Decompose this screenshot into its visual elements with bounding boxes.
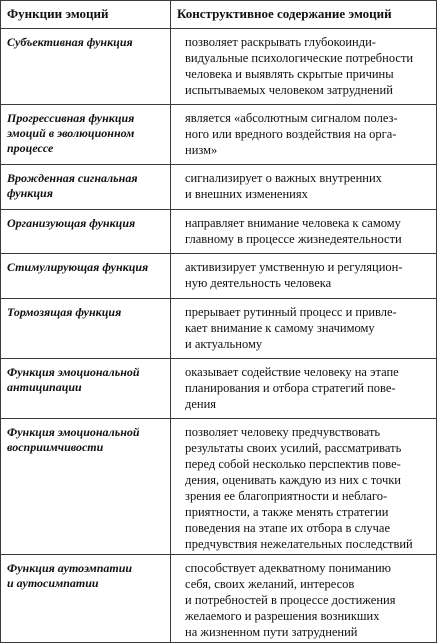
table-row (1, 210, 437, 254)
function-name-cell (1, 29, 171, 105)
description-line: направляет внимание человека к самому (185, 216, 401, 230)
table-header-row (1, 1, 437, 29)
table-row (1, 359, 437, 419)
table-row (1, 419, 437, 555)
function-name-cell (1, 555, 171, 643)
function-name-line: Врожденная сигнальная (7, 171, 138, 185)
table-row (1, 105, 437, 165)
description-line: дения (185, 397, 217, 411)
function-name-line: функция (7, 186, 53, 200)
description-line: сигнализирует о важных внутренних (185, 171, 382, 185)
function-description-cell (171, 165, 437, 210)
function-description-cell (171, 210, 437, 254)
description-line: и внешних изменениях (185, 187, 308, 201)
description-line: низм» (185, 143, 218, 157)
function-description-cell (171, 419, 437, 555)
description-line: зрения ее благоприятности и неблаго- (185, 489, 388, 503)
description-line: перед собой несколько перспектив пове- (185, 457, 401, 471)
function-name-line: Прогрессивная функция (7, 111, 135, 125)
function-name-line: процессе (7, 141, 54, 155)
function-name-line: Тормозящая функция (7, 305, 122, 319)
table-body (1, 29, 437, 643)
function-description-cell (171, 105, 437, 165)
function-name-cell (1, 359, 171, 419)
function-name-cell (1, 299, 171, 359)
description-line: человека и выявлять скрытые причины (185, 67, 394, 81)
description-line: ного или вредного воздействия на орга- (185, 127, 397, 141)
function-name-line: Стимулирующая функция (7, 260, 149, 274)
description-line: кает внимание к самому значимому (185, 321, 375, 335)
table-row (1, 555, 437, 643)
function-description-cell (171, 29, 437, 105)
function-name-line: Функция эмоциональной (7, 425, 140, 439)
table-row (1, 29, 437, 105)
description-line: предчувствия нежелательных последствий (185, 537, 413, 551)
description-line: на жизненном пути затруднений (185, 625, 358, 639)
description-line: планирования и отбора стратегий пове- (185, 381, 396, 395)
function-name-cell (1, 419, 171, 555)
description-line: позволяет человеку предчувствовать (185, 425, 381, 439)
function-name-line: эмоций в эволюционном (7, 126, 135, 140)
description-line: дения, оценивать каждую из них с точки (185, 473, 401, 487)
function-name-cell (1, 165, 171, 210)
description-line: и потребностей в процессе достижения (185, 593, 396, 607)
description-line: активизирует умственную и регуляцион- (185, 260, 403, 274)
function-name-line: антиципации (7, 380, 82, 394)
header-functions: Функции эмоций (1, 1, 171, 29)
description-line: ную деятельность человека (185, 276, 332, 290)
description-line: приятности, а также менять стратегии (185, 505, 389, 519)
description-line: прерывает рутинный процесс и привле- (185, 305, 397, 319)
header-content: Конструктивное содержание эмоций (171, 1, 437, 29)
function-name-line: Субъективная функция (7, 35, 133, 49)
description-line: поведения на этапе их отбора в случае (185, 521, 390, 535)
table-row (1, 299, 437, 359)
function-description-cell (171, 254, 437, 299)
function-name-line: Функция эмоциональной (7, 365, 140, 379)
description-line: результаты своих усилий, рассматривать (185, 441, 402, 455)
function-name-cell (1, 210, 171, 254)
function-name-line: и аутосимпатии (7, 576, 99, 590)
description-line: видуальные психологические потребности (185, 51, 414, 65)
function-name-cell (1, 105, 171, 165)
description-line: является «абсолютным сигналом полез- (185, 111, 398, 125)
description-line: испытываемых человеком затруднений (185, 83, 393, 97)
description-line: желаемого и разрешения возникших (185, 609, 380, 623)
table-row (1, 254, 437, 299)
function-name-cell (1, 254, 171, 299)
function-description-cell (171, 359, 437, 419)
description-line: главному в процессе жизнедеятельности (185, 232, 402, 246)
description-line: оказывает содействие человеку на этапе (185, 365, 399, 379)
function-name-line: восприимчивости (7, 440, 104, 454)
description-line: позволяет раскрывать глубокоинди- (185, 35, 376, 49)
function-name-line: Функция аутоэмпатии (7, 561, 133, 575)
function-description-cell (171, 299, 437, 359)
description-line: себя, своих желаний, интересов (185, 577, 355, 591)
description-line: и актуальному (185, 337, 263, 351)
function-name-line: Организующая функция (7, 216, 136, 230)
function-description-cell (171, 555, 437, 643)
description-line: способствует адекватному пониманию (185, 561, 392, 575)
table-row (1, 165, 437, 210)
